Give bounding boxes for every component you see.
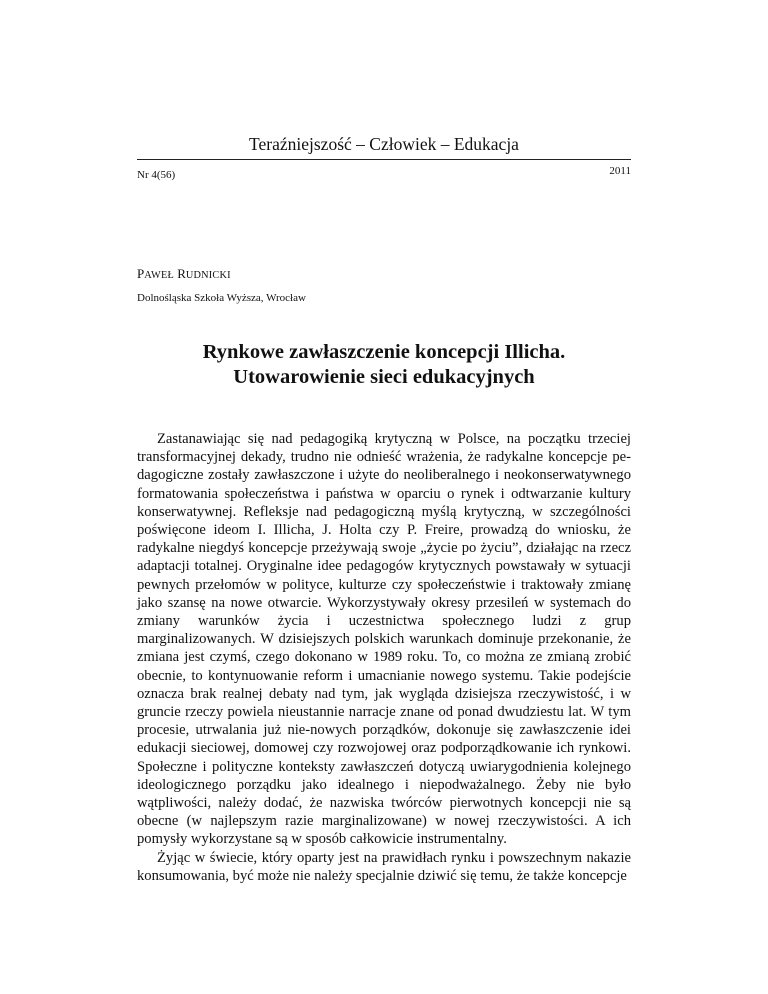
issue-year: 2011 [609,165,631,177]
article-title-line-1: Rynkowe zawłaszczenie koncepcji Illicha. [202,341,566,363]
author-name [137,266,231,283]
author-affiliation: Dolnośląska Szkoła Wyższa, Wrocław [137,292,306,304]
article-title [137,340,631,390]
article-title-line-2: Utowarowienie sieci edukacyjnych [233,366,535,388]
author-first-initial: P [137,266,145,281]
body-paragraph: Żyjąc w świecie, który oparty jest na prawidłach rynku i powszechnym nakazie konsumowania, być może nie należy specjalnie dziwić się temu, że także koncepcje [137,849,631,884]
header-rule [137,159,631,160]
article-body [137,430,631,885]
journal-title: Teraźniejszość – Człowiek – Edukacja [249,134,519,154]
issue-number: Nr 4(56) [137,169,176,181]
author-last-rest: UDNICKI [185,270,231,281]
author-first-rest: AWEŁ [144,270,174,281]
body-paragraph: Zastanawiając się nad pedagogiką krytyczną w Polsce, na początku trzeciej transformacyjnej dekady, trudno nie odnieść wrażenia, że radykalne koncepcje pedagogiczne zostały zawłaszczone i użyte do neoliberalnego i neokonserwatywnego formatowania społeczeństwa i państwa w oparciu o rynek i odtwarzanie kultury konserwatywnej. Refleksje nad pedagogiczną myślą krytyczną, w szczególności poświęcone ideom I. Illicha, J. Holta czy P. Freire, prowadzą do wniosku, że radykalne niegdyś koncepcje przeżywają swoje „życie po życiu”, działając na rzecz adaptacji totalnej. Oryginalne idee pedagogów krytycznych powstawały w sytuacji pewnych przełomów w polityce, kulturze czy społeczeństwie i traktowały zmianę jako szansę na nowe otwarcie. Wykorzystywały okresy przesileń w systemach do zmiany warunków życia i uczestnictwa społecznego ludzi z grup marginalizowanych. W dzisiejszych polskich warunkach dominuje przekonanie, że zmiana jest czymś, czego dokonano w 1989 roku. To, co można ze zmianą zrobić obecnie, to kontynuowanie reform i umacnianie nowego systemu. Takie podejście oznacza brak realnej debaty nad tym, jak wygląda dzisiejsza rzeczywistość, i w gruncie rzeczy powiela nieustannie narracje znane od ponad dwudziestu lat. W tym procesie, utrwalania już nie-nowych porządków, dokonuje się zawłaszczenie idei edukacji sieciowej, domowej czy rozwojowej oraz podporządkowanie ich rynkowi. Społeczne i polityczne konteksty zawłaszczeń dotyczą uwiarygodnienia kolejnego ideologicznego porządku jako idealnego i niepodważalnego. Żeby nie było wątpliwości, należy dodać, że nazwiska twórców pierwotnych koncepcji nie są obecne (w najlepszym razie marginalizowane) w nowej rzeczywistości. A ich pomysły wykorzystane są w sposób całkowicie instrumentalny. [137,431,631,848]
author-last-initial: R [177,266,186,281]
